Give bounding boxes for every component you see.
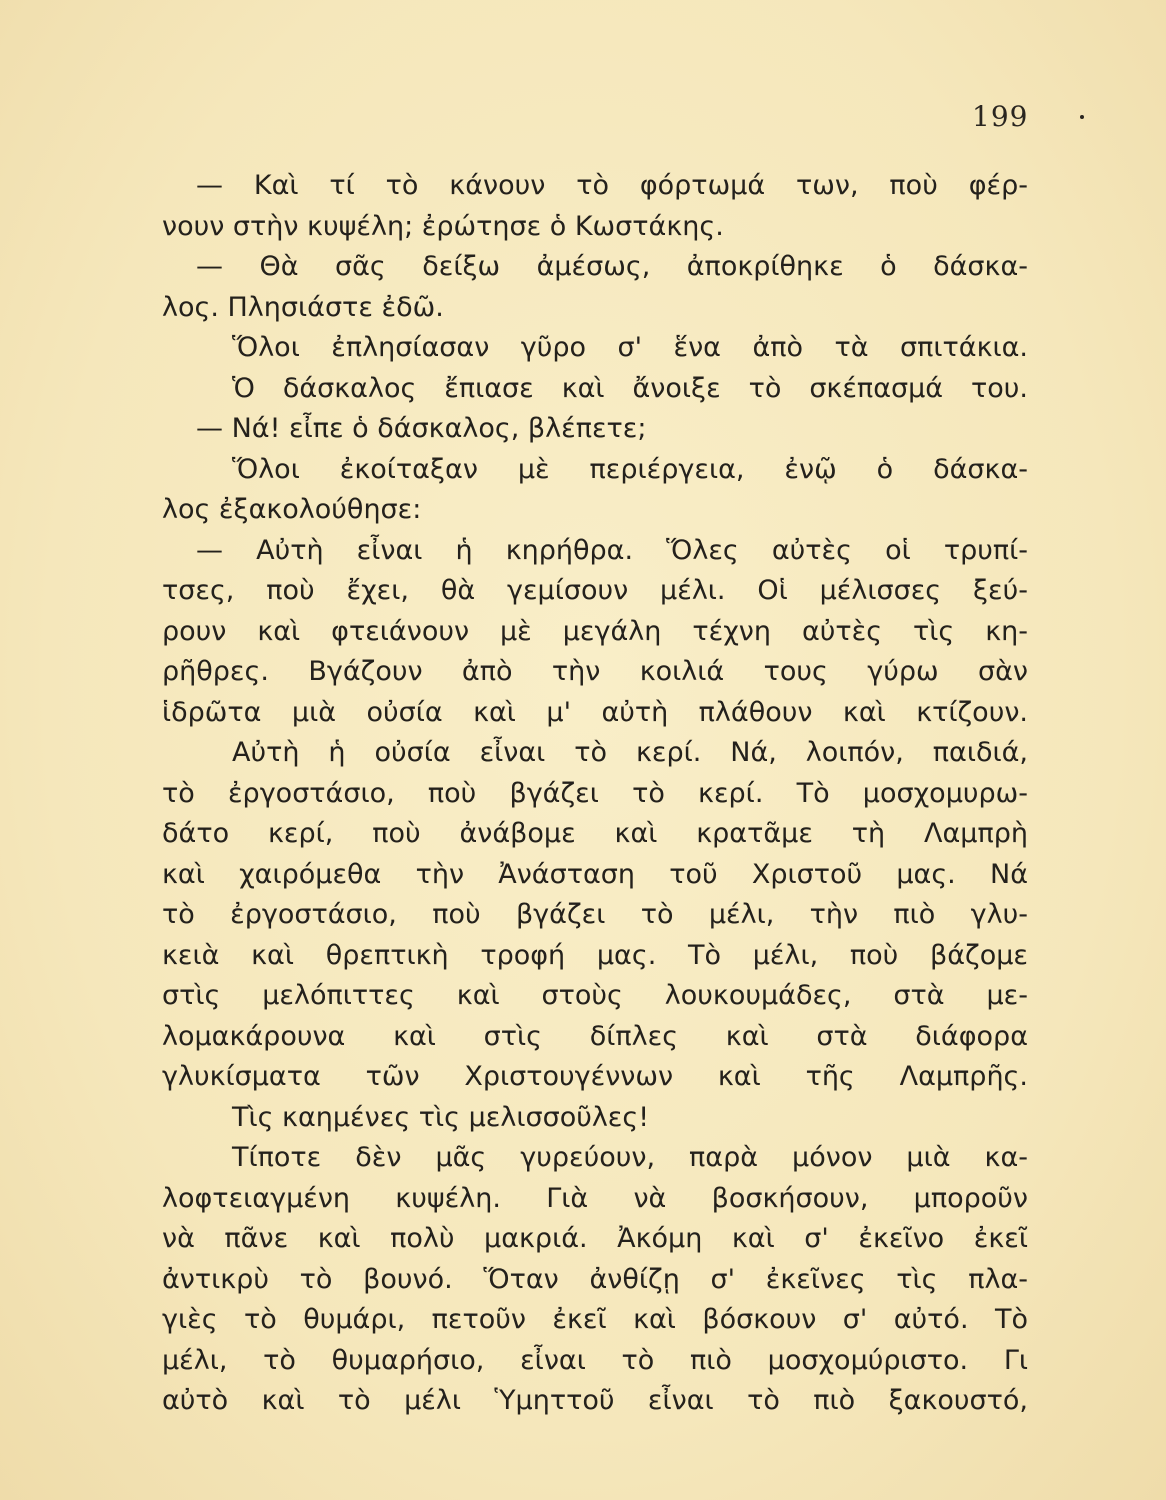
text-line: τὸ ἐργοστάσιο, ποὺ βγάζει τὸ κερί. Τὸ μοσχομυρω- (162, 777, 1028, 809)
text-line: γιὲς τὸ θυμάρι, πετοῦν ἐκεῖ καὶ βόσκουν σ' αὐτό. Τὸ (162, 1304, 1028, 1335)
text-line: λοφτειαγμένη κυψέλη. Γιὰ νὰ βοσκήσουν, μποροῦν (162, 1182, 1028, 1214)
text-line: Ὅλοι ἐπλησίασαν γῦρο σ' ἕνα ἀπὸ τὰ σπιτάκια. (232, 332, 1028, 363)
text-line: ἀντικρὺ τὸ βουνό. Ὅταν ἀνθίζῃ σ' ἐκεῖνες τὶς πλα- (162, 1263, 1028, 1295)
text-line: Ὅλοι ἐκοίταξαν μὲ περιέργεια, ἐνῷ ὁ δάσκα- (232, 453, 1028, 485)
text-line: ἱδρῶτα μιὰ οὐσία καὶ μ' αὐτὴ πλάθουν καὶ κτίζουν. (162, 696, 1028, 728)
page-text (162, 166, 1028, 1422)
text-line: καὶ χαιρόμεθα τὴν Ἀνάσταση τοῦ Χριστοῦ μας. Νά (162, 858, 1028, 890)
text-line: — Αὐτὴ εἶναι ἡ κηρήθρα. Ὅλες αὐτὲς οἱ τρυπί- (196, 534, 1028, 566)
text-line: — Νά! εἶπε ὁ δάσκαλος, βλέπετε; (196, 413, 647, 444)
text-line: γλυκίσματα τῶν Χριστουγέννων καὶ τῆς Λαμπρῆς. (162, 1061, 1028, 1092)
page-number: 199 (972, 100, 1029, 133)
text-line: ρουν καὶ φτειάνουν μὲ μεγάλη τέχνη αὐτὲς τὶς κη- (162, 615, 1028, 647)
page-mark (1080, 115, 1084, 119)
text-line: δάτο κερί, ποὺ ἀνάβομε καὶ κρατᾶμε τὴ Λαμπρὴ (162, 818, 1028, 849)
text-line: λος ἐξακολούθησε: (162, 494, 422, 525)
text-line: Τίποτε δὲν μᾶς γυρεύουν, παρὰ μόνον μιὰ κα- (232, 1142, 1028, 1173)
text-line: αὐτὸ καὶ τὸ μέλι Ὑμηττοῦ εἶναι τὸ πιὸ ξακουστό, (162, 1385, 1028, 1416)
text-line: μέλι, τὸ θυμαρήσιο, εἶναι τὸ πιὸ μοσχομύριστο. Γι (162, 1344, 1028, 1376)
text-line: Ὁ δάσκαλος ἔπιασε καὶ ἄνοιξε τὸ σκέπασμά του. (232, 372, 1028, 404)
text-line: τσες, ποὺ ἔχει, θὰ γεμίσουν μέλι. Οἱ μέλισσες ξεύ- (162, 575, 1028, 606)
text-line: Αὐτὴ ἡ οὐσία εἶναι τὸ κερί. Νά, λοιπόν, παιδιά, (232, 737, 1028, 768)
text-line: στὶς μελόπιττες καὶ στοὺς λουκουμάδες, στὰ με- (162, 980, 1028, 1011)
text-line: νουν στὴν κυψέλη; ἐρώτησε ὁ Κωστάκης. (162, 210, 724, 242)
text-line: νὰ πᾶνε καὶ πολὺ μακριά. Ἀκόμη καὶ σ' ἐκεῖνο ἐκεῖ (162, 1223, 1028, 1254)
text-line: — Καὶ τί τὸ κάνουν τὸ φόρτωμά των, ποὺ φέρ- (196, 170, 1028, 201)
text-line: — Θὰ σᾶς δείξω ἀμέσως, ἀποκρίθηκε ὁ δάσκα- (196, 251, 1028, 282)
text-line: Τὶς καημένες τὶς μελισσοῦλες! (232, 1101, 650, 1133)
text-line: λομακάρουνα καὶ στὶς δίπλες καὶ στὰ διάφορα (162, 1020, 1028, 1052)
text-line: τὸ ἐργοστάσιο, ποὺ βγάζει τὸ μέλι, τὴν πιὸ γλυ- (162, 899, 1028, 930)
text-line: λος. Πλησιάστε ἐδῶ. (162, 291, 444, 323)
text-line: ρῆθρες. Βγάζουν ἀπὸ τὴν κοιλιά τους γύρω σὰν (162, 656, 1028, 687)
text-line: κειὰ καὶ θρεπτικὴ τροφή μας. Τὸ μέλι, ποὺ βάζομε (162, 939, 1028, 971)
